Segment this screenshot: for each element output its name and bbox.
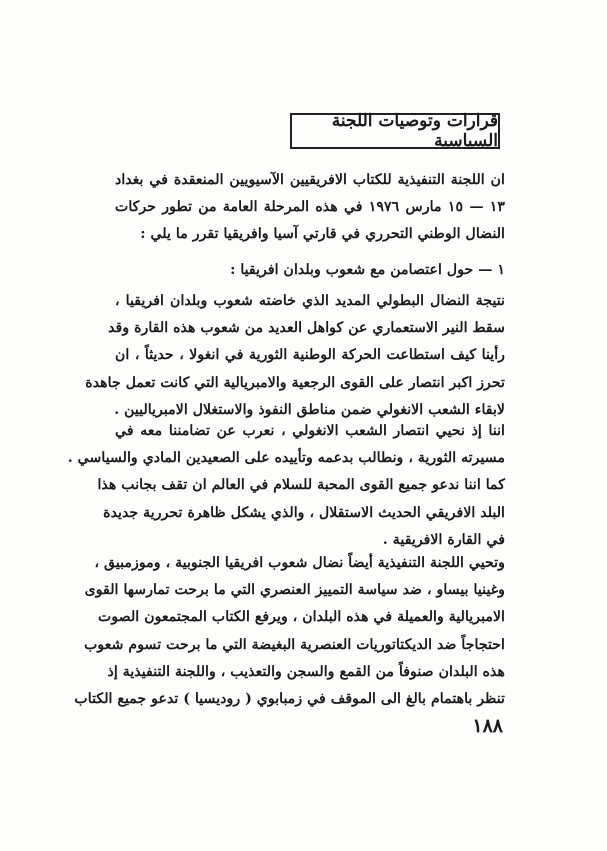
text-line: في القارة الافريقية . [382,531,505,548]
text-line: وغينيا بيساو ، ضد سياسة التمييز العنصري التي ما برحت تمارسها القوى [84,582,505,599]
text-line: هذه البلدان صنوفاً من القمع والسجن والتعذيب ، واللجنة التنفيذية إذ [107,663,505,680]
text-line: اننا إذ نحيي انتصار الشعب الانغولي ، نعرب عن تضامننا معه في [115,423,505,439]
paragraph-2 [67,418,505,554]
text-line: مسيرته الثورية ، ونطالب بدعمه وتأييده على الصعيدين المادي والسياسي . [67,450,505,467]
section-title-box [290,113,500,149]
text-line: نتيجة النضال البطولي المديد الذي خاضته شعوب وبلدان افريقيا ، [115,293,505,309]
text-line: رأينا كيف استطاعت الحركة الوطنية الثورية في انغولا ، حديثاً ، ان [115,347,505,364]
section-heading-block [115,257,505,284]
text-line: احتجاجاً ضد الديكتاتوريات العنصرية البغيضة التي ما برحت تسوم شعوب [84,636,505,653]
text-line: سقط النير الاستعماري عن كواهل العديد من شعوب هذه القارة وقد [108,320,505,337]
page-number: ١٨٨ [472,715,503,737]
text-line: ١٣ — ١٥ مارس ١٩٧٦ في هذه المرحلة العامة من تطور حركات [115,199,505,216]
text-line: النضال الوطني التحرري في قارتي آسيا وافريقيا تقرر ما يلي : [140,226,505,243]
section-heading: ١ — حول اعتصامن مع شعوب وبلدان افريقيا : [230,262,505,278]
paragraph-3 [74,550,505,713]
text-line: وتحيي اللجنة التنفيذية أيضاً نضال شعوب افريقيا الجنوبية ، وموزمبيق ، [94,555,505,571]
text-line: الامبريالية والعميلة في هذه البلدان ، ويرفع الكتاب المجتمعون الصوت [98,609,505,626]
text-line: تحرز اكبر انتصار على القوى الرجعية والامبريالية التي كانت تعمل جاهدة [85,374,505,391]
paragraph-1 [85,288,505,424]
text-line: لابقاء الشعب الانغولي ضمن مناطق النفوذ والاستغلال الامبرياليين . [114,401,505,418]
text-line: تنظر باهتمام بالغ الى الموقف في زمبابوي ( روديسيا ) تدعو جميع الكتاب [74,691,505,708]
text-line: البلد الافريقي الحديث الاستقلال ، والذي يشكل ظاهرة تحررية جديدة [103,504,505,521]
section-title: قرارات وتوصيات اللجنة السياسية [331,111,498,151]
text-line: ان اللجنة التنفيذية للكتاب الافريقيين الآسيويين المنعقدة في بغداد [115,172,505,188]
intro-paragraph [115,167,505,249]
text-line: كما اننا ندعو جميع القوى المحبة للسلام في العالم ان تقف بجانب هذا [97,477,505,494]
